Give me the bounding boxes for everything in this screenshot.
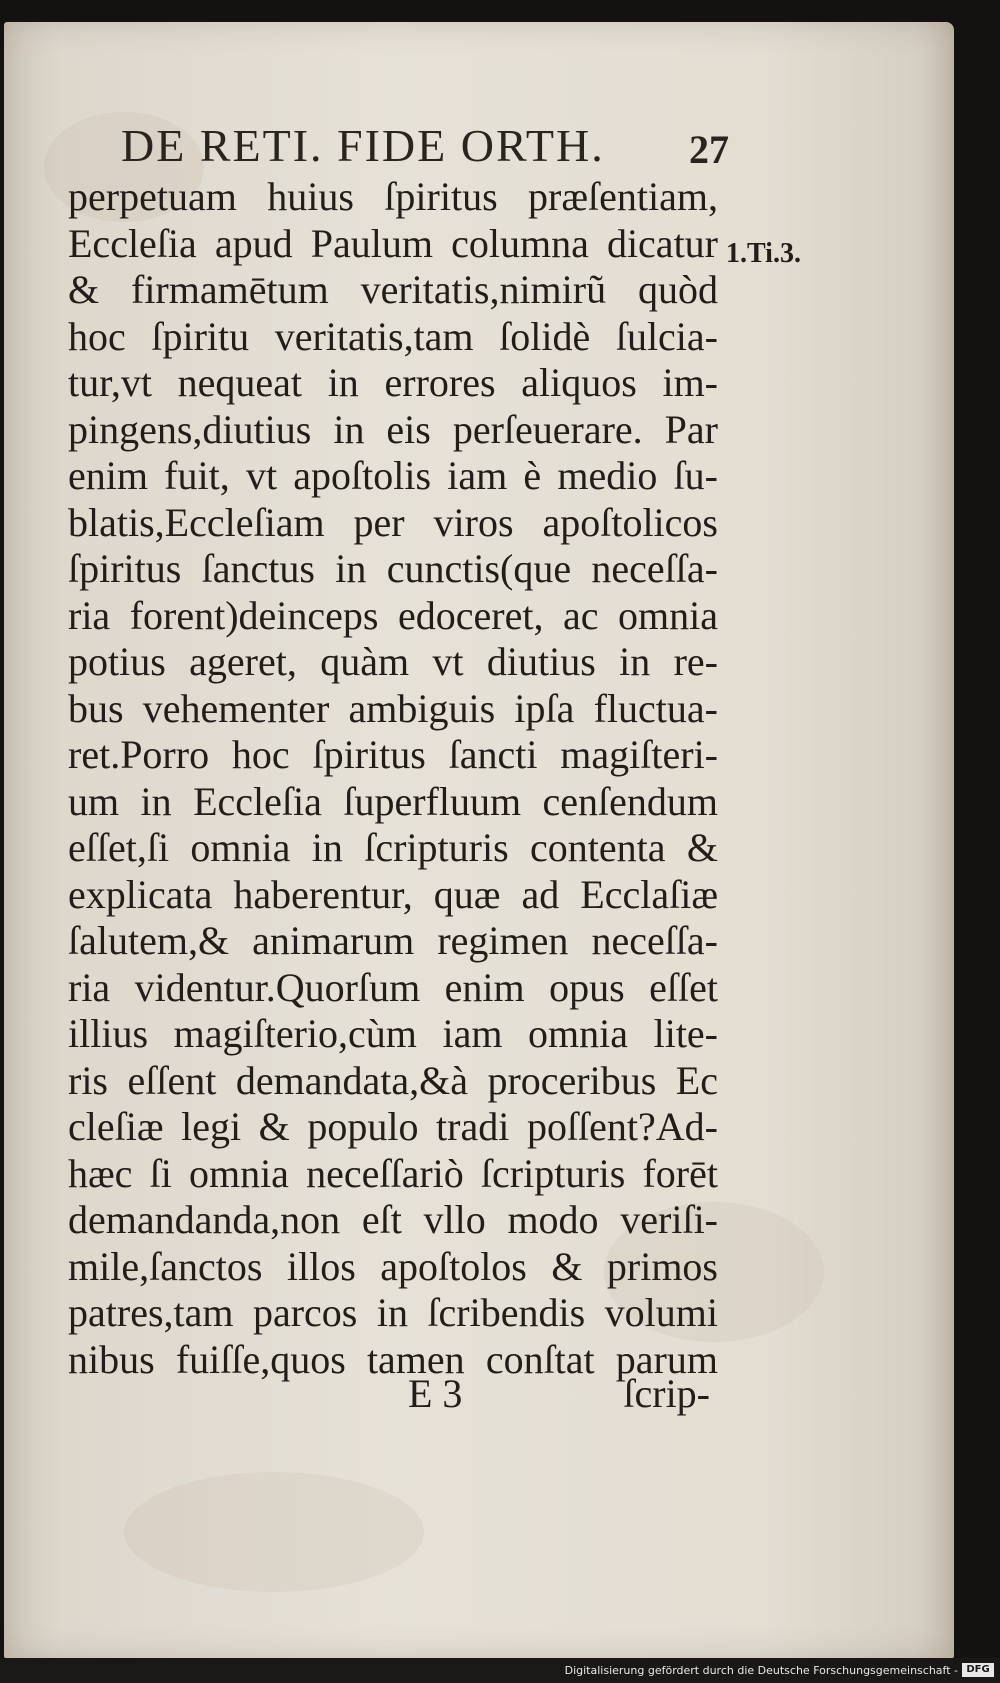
text-line: hæc ſi omnia neceſſariò ſcripturis forēt [68, 1150, 718, 1196]
text-line: ria forent)deinceps edoceret, ac omnia [68, 592, 718, 638]
text-line: blatis,Eccleſiam per viros apoſtolicos [68, 499, 718, 545]
paper-stain [124, 1472, 424, 1592]
text-line: demandanda,non eſt vllo modo veriſi- [68, 1197, 718, 1242]
text-line: bus vehementer ambiguis ipſa fluctua- [68, 685, 718, 731]
text-line: pingens,diutius in eis perſeuerare. Par [68, 406, 718, 452]
text-line: mile,ſanctos illos apoſtolos & primos [68, 1243, 718, 1289]
running-title: DE RETI. FIDE ORTH. [121, 120, 605, 171]
text-line: um in Eccleſia ſuperfluum cenſendum [68, 778, 718, 824]
text-line: patres,tam parcos in ſcribendis volumi [68, 1290, 718, 1335]
catchword: ſcrip- [623, 1371, 710, 1416]
text-line: ria videntur.Quorſum enim opus eſſet [68, 964, 718, 1010]
text-line: eſſet,ſi omnia in ſcripturis contenta & [68, 825, 718, 870]
text-line: perpetuam huius ſpiritus præſentiam, [68, 174, 718, 219]
text-line: cleſiæ legi & populo tradi poſſent?Ad- [68, 1104, 718, 1149]
body-text [68, 174, 738, 1383]
digitization-credit: Digitalisierung gefördert durch die Deutsche Forschungsgemeinschaft - [564, 1664, 958, 1677]
text-line: illius magiſterio,cùm iam omnia lite- [68, 1011, 718, 1056]
text-line: explicata haberentur, quæ ad Ecclaſiæ [68, 871, 718, 917]
text-line: & firmamētum veritatis,nimirũ quòd [68, 267, 718, 312]
text-line: tur,vt nequeat in errores aliquos im- [68, 360, 718, 405]
text-line: Eccleſia apud Paulum columna dicatur [68, 220, 718, 266]
page-header [121, 113, 729, 179]
page-number: 27 [689, 127, 729, 172]
text-line: ret.Porro hoc ſpiritus ſancti magiſteri- [68, 732, 718, 777]
text-line: ris eſſent demandata,&à proceribus Ec [68, 1057, 718, 1103]
margin-note: 1.Ti.3. [726, 238, 801, 269]
signature-line [408, 1370, 710, 1426]
text-line: ſpiritus ſanctus in cunctis(que neceſſa- [68, 546, 718, 591]
text-line: nibus fuiſſe,quos tamen conſtat parum [68, 1336, 718, 1382]
text-line: enim fuit, vt apoſtolis iam è medio ſu- [68, 453, 718, 498]
text-line: hoc ſpiritu veritatis,tam ſolidè ſulcia- [68, 313, 718, 359]
text-line: ſalutem,& animarum regimen neceſſa- [68, 918, 718, 963]
dfg-logo: DFG [962, 1663, 994, 1677]
signature-mark: E 3 [408, 1371, 463, 1416]
text-line: potius ageret, quàm vt diutius in re- [68, 639, 718, 684]
